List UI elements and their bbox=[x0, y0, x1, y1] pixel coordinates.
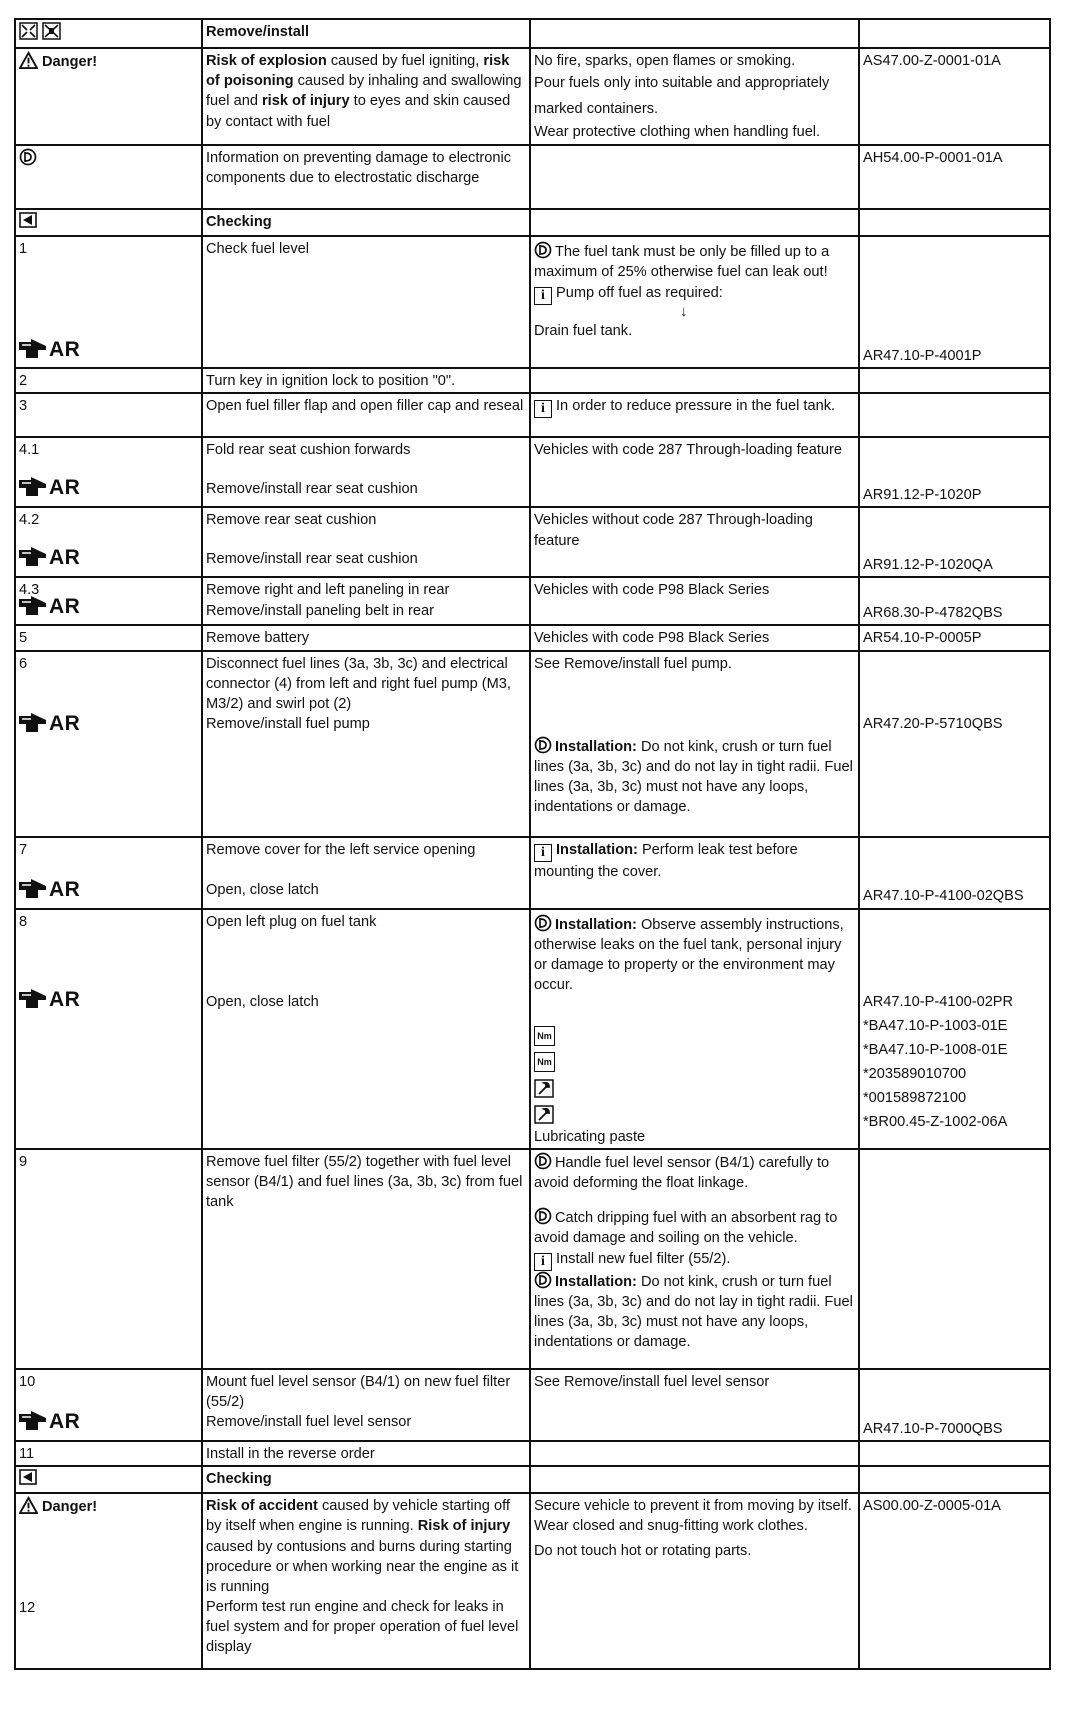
step-number: 5 bbox=[15, 625, 202, 650]
danger-label: Danger! bbox=[42, 1499, 98, 1516]
step-notes bbox=[530, 837, 859, 909]
checking-icon-cell bbox=[15, 209, 202, 236]
step-number: 12 bbox=[19, 1600, 36, 1617]
procedure-sheet bbox=[14, 18, 1049, 1670]
step-ar-description: Remove/install rear seat cushion bbox=[206, 480, 418, 497]
pointing-hand-icon bbox=[18, 988, 48, 1010]
note-drain: Drain fuel tank. bbox=[534, 322, 633, 339]
step-ref: AR91.12-P-1020QA bbox=[859, 507, 1050, 577]
ar-reference-marker: AR bbox=[18, 338, 80, 362]
installation-label: Installation: bbox=[555, 916, 637, 933]
installation-label: Installation: bbox=[555, 738, 637, 755]
ar-reference-marker: AR bbox=[18, 476, 80, 500]
arrow-down-icon: ↓ bbox=[680, 302, 688, 320]
danger-ref: AS00.00-Z-0005-01A bbox=[859, 1493, 1050, 1669]
note-reduce-pressure: In order to reduce pressure in the fuel tank. bbox=[556, 398, 836, 415]
step-notes bbox=[530, 393, 859, 437]
danger-description bbox=[202, 1493, 530, 1669]
esd-ref: AH54.00-P-0001-01A bbox=[859, 145, 1050, 209]
step-note: Vehicles with code P98 Black Series bbox=[530, 625, 859, 650]
note-new-filter: Install new fuel filter (55/2). bbox=[556, 1250, 731, 1267]
remove-install-icon bbox=[19, 22, 63, 40]
step-number: 11 bbox=[15, 1441, 202, 1466]
step-refs: AR47.10-P-4100-02PR *BA47.10-P-1003-01E *BA47.10-P-1008-01E *203589010700 *001589872100 *BR00.45-Z-1002-06A bbox=[859, 909, 1050, 1150]
note-hot-parts: Do not touch hot or rotating parts. bbox=[534, 1542, 752, 1559]
step-ref: AR68.30-P-4782QBS bbox=[859, 577, 1050, 625]
step-ar-description: Remove/install paneling belt in rear bbox=[206, 602, 434, 619]
warning-triangle-icon bbox=[19, 51, 38, 70]
step-ref: AR91.12-P-1020P bbox=[859, 437, 1050, 507]
installation-text: Observe assembly instructions, otherwise leaks on the fuel tank, personal injury or damage to property or the environment may occur. bbox=[534, 916, 844, 993]
step-ar-description: Remove/install rear seat cushion bbox=[206, 550, 418, 567]
step-num-cell bbox=[15, 507, 202, 577]
procedure-table bbox=[14, 18, 1051, 1670]
step-ref: AR47.10-P-7000QBS bbox=[859, 1369, 1050, 1441]
step-description: Remove rear seat cushion Remove/install rear seat cushion bbox=[202, 507, 530, 577]
step-description: Mount fuel level sensor (B4/1) on new fuel filter (55/2) Remove/install fuel level sensor bbox=[202, 1369, 530, 1441]
step-ref: AR47.20-P-5710QBS bbox=[863, 715, 1003, 732]
step-ar-description: Open, close latch bbox=[206, 993, 319, 1010]
checking-icon bbox=[19, 212, 37, 228]
step-number: 4.1 bbox=[19, 442, 40, 459]
risk-text-2: caused by contusions and burns during starting procedure or when working near the engine as it is running bbox=[206, 1538, 519, 1595]
step-row-11 bbox=[15, 1441, 1050, 1466]
step-note: Vehicles with code 287 Through-loading feature bbox=[530, 437, 859, 507]
step-notes bbox=[530, 1149, 859, 1369]
checking-empty-4 bbox=[859, 209, 1050, 236]
ar-reference-marker: AR bbox=[18, 546, 80, 570]
danger-description bbox=[202, 48, 530, 145]
step-empty bbox=[859, 1441, 1050, 1466]
step-description: Remove cover for the left service opening Open, close latch bbox=[202, 837, 530, 909]
step-number: 8 bbox=[19, 913, 28, 930]
checking-empty-3 bbox=[530, 1466, 859, 1493]
ar-reference-marker: AR bbox=[18, 988, 80, 1012]
step-num-cell bbox=[15, 236, 202, 368]
step-note: Vehicles without code 287 Through-loading feature bbox=[530, 507, 859, 577]
pointing-hand-icon bbox=[18, 476, 48, 498]
step-number: 1 bbox=[19, 241, 28, 258]
step-number: 4.2 bbox=[19, 512, 40, 529]
note-no-fire: No fire, sparks, open flames or smoking. bbox=[534, 53, 796, 70]
pointing-hand-icon bbox=[18, 1410, 48, 1432]
checking-icon-cell bbox=[15, 1466, 202, 1493]
step-description: Open fuel filler flap and open filler cap and reseal bbox=[202, 393, 530, 437]
note-pump-off: Pump off fuel as required: bbox=[556, 284, 723, 301]
step-number: 3 bbox=[15, 393, 202, 437]
step-number: 7 bbox=[19, 841, 28, 858]
note-secure-vehicle: Secure vehicle to prevent it from moving by itself. bbox=[534, 1498, 852, 1515]
checking-label: Checking bbox=[202, 209, 530, 236]
step-description: Remove fuel filter (55/2) together with fuel level sensor (B4/1) and fuel lines (3a, 3b, 3c) from fuel tank bbox=[202, 1149, 530, 1369]
step-description: Perform test run engine and check for leaks in fuel system and for proper operation of fuel level display bbox=[206, 1598, 519, 1656]
installation-label: Installation: bbox=[555, 1273, 637, 1290]
checking-row-2 bbox=[15, 1466, 1050, 1493]
step-ref: AR47.10-P-4001P bbox=[859, 236, 1050, 368]
installation-text: Do not kink, crush or turn fuel lines (3a, 3b, 3c) and do not lay in tight radii. Fuel lines (3a, 3b, 3c) must not have any loops, indentations or damage. bbox=[534, 738, 853, 815]
step-num-cell bbox=[15, 837, 202, 909]
note-protective: Wear protective clothing when handling fuel. bbox=[534, 124, 821, 141]
checking-label: Checking bbox=[202, 1466, 530, 1493]
step-num-cell bbox=[15, 1369, 202, 1441]
installation-text: Perform leak test before mounting the cover. bbox=[534, 841, 798, 880]
ar-reference-marker: AR bbox=[18, 712, 80, 736]
caution-icon bbox=[534, 736, 552, 754]
step-ref: AR47.10-P-4100-02QBS bbox=[859, 837, 1050, 909]
caution-icon bbox=[534, 1152, 552, 1170]
step-row-4-2 bbox=[15, 507, 1050, 577]
step-row-10 bbox=[15, 1369, 1050, 1441]
torque-icon: Nm bbox=[534, 1052, 555, 1072]
header-row bbox=[15, 19, 1050, 48]
ar-reference-marker: AR bbox=[18, 595, 80, 619]
warning-triangle-icon bbox=[19, 1496, 38, 1515]
step-row-8 bbox=[15, 909, 1050, 1150]
step-description: Remove right and left paneling in rear Remove/install paneling belt in rear bbox=[202, 577, 530, 625]
risk-text-3: to eyes and skin caused by contact with fuel bbox=[206, 93, 511, 130]
step-description: Remove battery bbox=[202, 625, 530, 650]
risk-explosion: Risk of explosion bbox=[206, 53, 327, 70]
step-notes bbox=[530, 236, 859, 368]
info-icon: i bbox=[534, 287, 552, 305]
step-row-1 bbox=[15, 236, 1050, 368]
step-row-7 bbox=[15, 837, 1050, 909]
torque-icon: Nm bbox=[534, 1026, 555, 1046]
danger-notes bbox=[530, 1493, 859, 1669]
danger-notes bbox=[530, 48, 859, 145]
installation-text: Do not kink, crush or turn fuel lines (3a, 3b, 3c) and do not lay in tight radii. Fuel lines (3a, 3b, 3c) must not have any loops, indentations or damage. bbox=[534, 1273, 853, 1350]
pointing-hand-icon bbox=[18, 595, 48, 617]
esd-description: Information on preventing damage to electronic components due to electrostatic discharge bbox=[202, 145, 530, 209]
header-empty-4 bbox=[859, 19, 1050, 48]
step-ar-description: Open, close latch bbox=[206, 881, 319, 898]
checking-empty-4 bbox=[859, 1466, 1050, 1493]
info-icon: i bbox=[534, 844, 552, 862]
step-num-cell bbox=[15, 651, 202, 837]
step-num-cell bbox=[15, 577, 202, 625]
special-tool-icon bbox=[534, 1105, 554, 1124]
step-number: 6 bbox=[19, 655, 28, 672]
risk-text-2: caused by inhaling and swallowing fuel and bbox=[206, 73, 522, 110]
danger-row-test-run bbox=[15, 1493, 1050, 1669]
step-row-2 bbox=[15, 368, 1050, 393]
installation-label: Installation: bbox=[556, 841, 638, 858]
caution-icon bbox=[534, 241, 552, 259]
header-icons bbox=[15, 19, 202, 48]
checking-icon bbox=[19, 1469, 37, 1485]
header-title: Remove/install bbox=[202, 19, 530, 48]
header-empty-3 bbox=[530, 19, 859, 48]
ar-reference-marker: AR bbox=[18, 878, 80, 902]
esd-empty bbox=[530, 145, 859, 209]
step-empty bbox=[530, 1441, 859, 1466]
step-note: See Remove/install fuel level sensor bbox=[530, 1369, 859, 1441]
lubricating-paste: Lubricating paste bbox=[534, 1129, 646, 1145]
step-number: 2 bbox=[15, 368, 202, 393]
risk-text-1: caused by fuel igniting, bbox=[326, 53, 484, 70]
info-icon: i bbox=[534, 1253, 552, 1271]
step-number: 4.3 bbox=[19, 582, 40, 599]
pointing-hand-icon bbox=[18, 878, 48, 900]
special-tool-icon bbox=[534, 1079, 554, 1098]
step-ar-description: Remove/install fuel pump bbox=[206, 715, 370, 732]
step-ar-description: Remove/install fuel level sensor bbox=[206, 1414, 412, 1431]
pointing-hand-icon bbox=[18, 338, 48, 360]
danger-label: Danger! bbox=[42, 54, 98, 71]
note-containers: Pour fuels only into suitable and appropriately marked containers. bbox=[534, 75, 830, 117]
pointing-hand-icon bbox=[18, 546, 48, 568]
step-description: Open left plug on fuel tank Open, close latch bbox=[202, 909, 530, 1150]
caution-icon bbox=[534, 914, 552, 932]
risk-text-1: caused by vehicle starting off by itself when engine is running. bbox=[206, 1498, 510, 1535]
checking-row-1 bbox=[15, 209, 1050, 236]
step-note: Vehicles with code P98 Black Series bbox=[530, 577, 859, 625]
step-row-4-3 bbox=[15, 577, 1050, 625]
risk-injury: Risk of injury bbox=[417, 1518, 511, 1535]
step-ref-cell bbox=[859, 651, 1050, 837]
note-work-clothes: Wear closed and snug-fitting work clothes. bbox=[534, 1518, 808, 1535]
step-row-9 bbox=[15, 1149, 1050, 1369]
step-empty bbox=[859, 1149, 1050, 1369]
info-icon: i bbox=[534, 400, 552, 418]
danger-cell bbox=[15, 48, 202, 145]
danger-row-fuel bbox=[15, 48, 1050, 145]
step-num-cell bbox=[15, 437, 202, 507]
step-description: Check fuel level bbox=[202, 236, 530, 368]
step-empty bbox=[530, 368, 859, 393]
note-handle-sensor: Handle fuel level sensor (B4/1) carefully to avoid deforming the float linkage. bbox=[534, 1155, 830, 1192]
esd-caution-icon bbox=[19, 148, 37, 166]
note-catch-fuel: Catch dripping fuel with an absorbent rag to avoid damage and soiling on the vehicle. bbox=[534, 1210, 838, 1247]
danger-ref: AS47.00-Z-0001-01A bbox=[859, 48, 1050, 145]
esd-icon-cell bbox=[15, 145, 202, 209]
note-fill-level: The fuel tank must be only be filled up to a maximum of 25% otherwise fuel can leak out! bbox=[534, 244, 830, 281]
caution-icon bbox=[534, 1207, 552, 1225]
caution-icon bbox=[534, 1271, 552, 1289]
step-row-3 bbox=[15, 393, 1050, 437]
step-ref: AR54.10-P-0005P bbox=[859, 625, 1050, 650]
step-row-4-1 bbox=[15, 437, 1050, 507]
step-description: Disconnect fuel lines (3a, 3b, 3c) and electrical connector (4) from left and right fuel pump (M3, M3/2) and swirl pot (2) Remove/install fuel pump bbox=[202, 651, 530, 837]
step-notes bbox=[530, 909, 859, 1150]
risk-injury: risk of injury bbox=[262, 93, 350, 110]
danger-cell bbox=[15, 1493, 202, 1669]
checking-empty-3 bbox=[530, 209, 859, 236]
pointing-hand-icon bbox=[18, 712, 48, 734]
step-row-6 bbox=[15, 651, 1050, 837]
note-see-fuel-pump: See Remove/install fuel pump. bbox=[534, 655, 732, 672]
step-notes bbox=[530, 651, 859, 837]
risk-accident: Risk of accident bbox=[206, 1498, 318, 1515]
esd-row bbox=[15, 145, 1050, 209]
step-description: Install in the reverse order bbox=[202, 1441, 530, 1466]
step-description: Turn key in ignition lock to position "0". bbox=[202, 368, 530, 393]
step-num-cell bbox=[15, 909, 202, 1150]
step-number: 9 bbox=[15, 1149, 202, 1369]
ar-reference-marker: AR bbox=[18, 1410, 80, 1434]
step-row-5 bbox=[15, 625, 1050, 650]
risk-poisoning: risk of poisoning bbox=[206, 53, 510, 90]
step-number: 10 bbox=[19, 1374, 36, 1390]
step-description: Fold rear seat cushion forwards Remove/install rear seat cushion bbox=[202, 437, 530, 507]
step-empty bbox=[859, 393, 1050, 437]
step-empty bbox=[859, 368, 1050, 393]
